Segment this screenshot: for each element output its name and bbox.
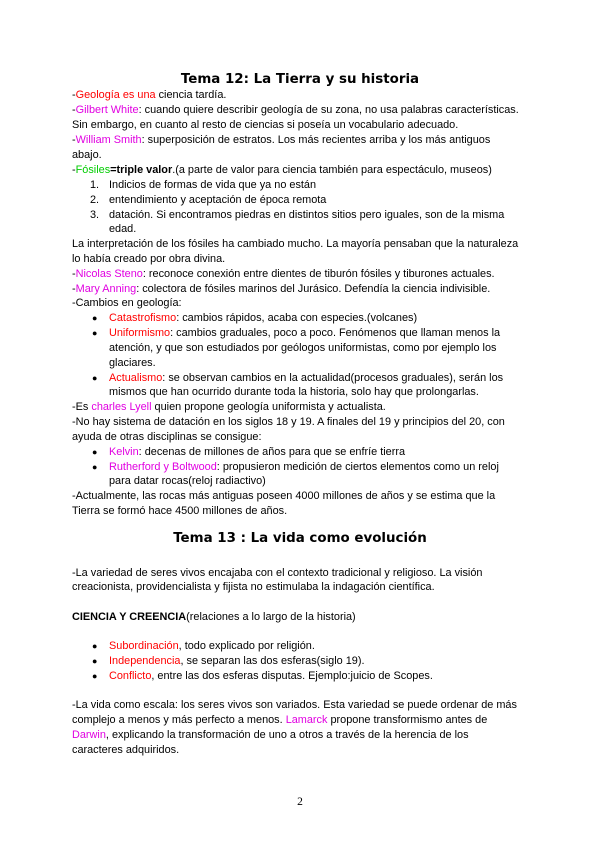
bullet-icon: ● — [92, 641, 98, 651]
page-number: 2 — [297, 796, 303, 808]
bullet-icon: ● — [92, 671, 98, 681]
bullet-icon: ● — [92, 447, 98, 457]
text-line: Sin embargo, en cuanto al resto de ciencias si poseía un vocabulario adecuado. — [72, 119, 459, 131]
text-line: -Fósiles=triple valor.(a parte de valor para ciencia también para espectáculo, museos) — [72, 164, 492, 176]
text-line: -Geología es una ciencia tardía. — [72, 89, 227, 101]
text-line: Tierra se formó hace 4500 millones de años. — [72, 505, 288, 517]
numbered-item: datación. Si encontramos piedras en distintos sitios pero iguales, son de la misma — [109, 209, 505, 221]
text-line: abajo. — [72, 149, 102, 161]
text-line: complejo a menos y más perfecto a menos. Lamarck propone transformismo antes de — [72, 714, 488, 726]
text-line: La interpretación de los fósiles ha cambiado mucho. La mayoría pensaban que la naturaleza — [72, 238, 519, 250]
text-line: ayuda de otras disciplinas se consigue: — [72, 431, 262, 443]
text-line: -No hay sistema de datación en los siglos 18 y 19. A finales del 19 y principios del 20, con — [72, 416, 505, 428]
text-line: -Gilbert White: cuando quiere describir geología de su zona, no usa palabras características. — [72, 104, 519, 116]
text-line: -Cambios en geología: — [72, 297, 182, 309]
bullet-item: Kelvin: decenas de millones de años para que se enfríe tierra — [109, 446, 406, 458]
bullet-item: Independencia, se separan las dos esferas(siglo 19). — [109, 655, 365, 667]
list-number: 1. — [90, 179, 100, 191]
bullet-item: Uniformismo: cambios graduales, poco a poco. Fenómenos que llaman menos la — [109, 327, 501, 339]
bullet-icon: ● — [92, 656, 98, 666]
heading-tema-13: Tema 13 : La vida como evolución — [173, 531, 427, 546]
text-line: -Actualmente, las rocas más antiguas poseen 4000 millones de años y se estima que la — [72, 490, 496, 502]
bullet-item-continued: atención, y que son estudiados por geólogos uniformistas, como por ejemplo los — [109, 342, 497, 354]
bullet-item: Rutherford y Boltwood: propusieron medición de ciertos elementos como un reloj — [109, 461, 499, 473]
bullet-icon: ● — [92, 328, 98, 338]
text-line: -Es charles Lyell quien propone geología uniformista y actualista. — [72, 401, 386, 413]
text-line: caracteres adquiridos. — [72, 744, 180, 756]
numbered-item: entendimiento y aceptación de época remota — [109, 194, 327, 206]
section-heading: CIENCIA Y CREENCIA(relaciones a lo largo de la historia) — [72, 611, 356, 623]
bullet-item: Catastrofismo: cambios rápidos, acaba con especies.(volcanes) — [109, 312, 418, 324]
text-line: creacionista, providencialista y fijista no estimulaba la indagación científica. — [72, 581, 435, 593]
text-line: -William Smith: superposición de estratos. Los más recientes arriba y los más antiguos — [72, 134, 491, 146]
bullet-icon: ● — [92, 313, 98, 323]
numbered-item-continued: edad. — [109, 223, 137, 235]
bullet-item: Subordinación, todo explicado por religión. — [109, 640, 315, 652]
text-line: -La variedad de seres vivos encajaba con el contexto tradicional y religioso. La visión — [72, 567, 483, 579]
numbered-item: Indicios de formas de vida que ya no están — [109, 179, 317, 191]
bullet-icon: ● — [92, 373, 98, 383]
list-number: 2. — [90, 194, 100, 206]
heading-tema-12: Tema 12: La Tierra y su historia — [180, 72, 420, 87]
text-line: lo había creado por obra divina. — [72, 253, 226, 265]
list-number: 3. — [90, 209, 100, 221]
text-line: -Nicolas Steno: reconoce conexión entre dientes de tiburón fósiles y tiburones actuales. — [72, 268, 495, 280]
text-line: -Mary Anning: colectora de fósiles marinos del Jurásico. Defendía la ciencia indivisible. — [72, 283, 491, 295]
text-line: Darwin, explicando la transformación de uno a otros a través de la herencia de los — [72, 729, 469, 741]
bullet-item: Conflicto, entre las dos esferas disputas. Ejemplo:juicio de Scopes. — [109, 670, 433, 682]
bullet-item-continued: mismos que han ocurrido durante toda la historia, solo hay que prolongarlas. — [109, 386, 479, 398]
text-line: -La vida como escala: los seres vivos son variados. Esta variedad se puede ordenar de más — [72, 699, 517, 711]
bullet-item: Actualismo: se observan cambios en la actualidad(procesos graduales), serán los — [109, 372, 504, 384]
bullet-icon: ● — [92, 462, 98, 472]
bullet-item-continued: glaciares. — [109, 357, 156, 369]
bullet-item-continued: para datar rocas(reloj radiactivo) — [109, 475, 266, 487]
